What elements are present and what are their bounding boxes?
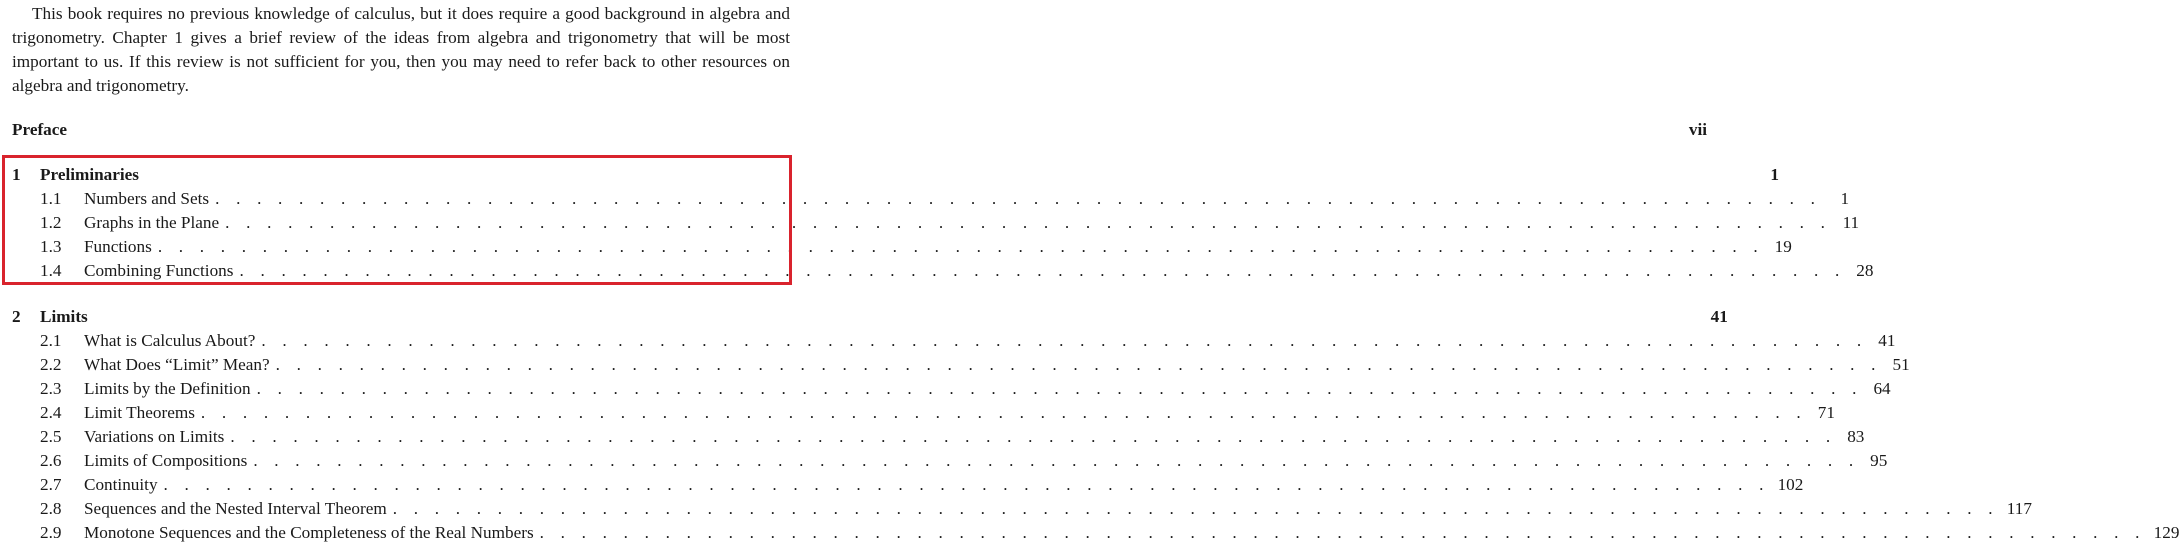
toc-page-number: 41 bbox=[1878, 331, 1896, 350]
section-number: 1.1 bbox=[40, 189, 62, 208]
toc-page-number: 64 bbox=[1873, 379, 1891, 398]
toc-leader: . . . . . . . . . . . . . . . . . . . . . . . . . . . . . . . . . . . . . . . . . . . . . . . . . . . . . . . . . . . . . . . . . . . . . . . . . . . . . bbox=[275, 355, 1882, 374]
section-number: 2.1 bbox=[40, 331, 62, 350]
toc-leader: . . . . . . . . . . . . . . . . . . . . . . . . . . . . . . . . . . . . . . . . . . . . . . . . . . . . . . . . . . . . . . . . . . . . . . . . . . . . . bbox=[215, 189, 1822, 208]
section-title: Functions bbox=[84, 237, 152, 256]
section-title: What Does “Limit” Mean? bbox=[84, 355, 270, 374]
toc-entry-preface[interactable] bbox=[12, 118, 1708, 142]
section-title: Numbers and Sets bbox=[84, 189, 210, 208]
chapter-number: 2 bbox=[12, 307, 21, 326]
toc-leader: . . . . . . . . . . . . . . . . . . . . . . . . . . . . . . . . . . . . . . . . . . . . . . . . . . . . . . . . . . . . . . . . . . . . . . . . . . . . . bbox=[253, 451, 1860, 470]
section-title: Limits by the Definition bbox=[84, 379, 251, 398]
toc-leader: . . . . . . . . . . . . . . . . . . . . . . . . . . . . . . . . . . . . . . . . . . . . . . . . . . . . . . . . . . . . . . . . . . . . . . . . . . . . . bbox=[225, 213, 1832, 232]
toc-page-number: 83 bbox=[1847, 427, 1865, 446]
toc-leader: . . . . . . . . . . . . . . . . . . . . . . . . . . . . . . . . . . . . . . . . . . . . . . . . . . . . . . . . . . . . . . . . . . . . . . . . . . . . . bbox=[157, 237, 1764, 256]
section-title: Graphs in the Plane bbox=[84, 213, 220, 232]
section-number: 1.3 bbox=[40, 237, 62, 256]
toc-page-number: 71 bbox=[1817, 403, 1835, 422]
toc-section-2-2[interactable] bbox=[12, 353, 1910, 377]
section-number: 2.7 bbox=[40, 475, 62, 494]
toc-page-number: 129 bbox=[2153, 523, 2179, 542]
toc-page-number: 1 bbox=[1840, 189, 1850, 208]
chapter-number: 1 bbox=[12, 165, 21, 184]
toc-section-2-1[interactable] bbox=[12, 329, 1896, 353]
chapter-title: Preliminaries bbox=[40, 165, 139, 184]
section-title: Limit Theorems bbox=[84, 403, 195, 422]
toc-leader: . . . . . . . . . . . . . . . . . . . . . . . . . . . . . . . . . . . . . . . . . . . . . . . . . . . . . . . . . . . . . . . . . . . . . . . . . . . . . bbox=[539, 523, 2146, 542]
section-number: 2.5 bbox=[40, 427, 62, 446]
toc-chapter-1[interactable] bbox=[12, 163, 1779, 187]
toc-section-2-5[interactable] bbox=[12, 425, 1865, 449]
toc-page-number: 11 bbox=[1842, 213, 1860, 232]
section-number: 2.2 bbox=[40, 355, 62, 374]
toc-page-number: 102 bbox=[1777, 475, 1804, 494]
chapter-title: Limits bbox=[40, 307, 88, 326]
toc-leader: . . . . . . . . . . . . . . . . . . . . . . . . . . . . . . . . . . . . . . . . . . . . . . . . . . . . . . . . . . . . . . . . . . . . . . . . . . . . . bbox=[256, 379, 1863, 398]
section-title: Sequences and the Nested Interval Theorem bbox=[84, 499, 387, 518]
section-number: 2.8 bbox=[40, 499, 62, 518]
intro-paragraph: This book requires no previous knowledge of calculus, but it does require a good background in algebra and trigonometry. Chapter 1 gives a brief review of the ideas from algebra and trigonometry that will be most important to us. If this review is not sufficient for you, then you may need to refer back to other resources on algebra and trigonometry. bbox=[12, 4, 790, 95]
toc-entry-title: Preface bbox=[12, 120, 68, 139]
toc-section-2-7[interactable] bbox=[12, 473, 1804, 497]
toc-section-1-4[interactable] bbox=[12, 259, 1874, 283]
section-title: Variations on Limits bbox=[84, 427, 225, 446]
section-number: 1.4 bbox=[40, 261, 62, 280]
section-number: 2.6 bbox=[40, 451, 62, 470]
toc-page-number: 51 bbox=[1892, 355, 1910, 374]
toc-section-2-8[interactable] bbox=[12, 497, 2032, 521]
toc-page-number: 95 bbox=[1870, 451, 1888, 470]
toc-leader: . . . . . . . . . . . . . . . . . . . . . . . . . . . . . . . . . . . . . . . . . . . . . . . . . . . . . . . . . . . . . . . . . . . . . . . . . . . . . bbox=[239, 261, 1846, 280]
section-title: Monotone Sequences and the Completeness of the Real Numbers bbox=[84, 523, 534, 542]
toc-section-2-3[interactable] bbox=[12, 377, 1891, 401]
toc-page-number: 28 bbox=[1856, 261, 1874, 280]
toc-page-number: vii bbox=[1688, 120, 1708, 139]
toc-leader: . . . . . . . . . . . . . . . . . . . . . . . . . . . . . . . . . . . . . . . . . . . . . . . . . . . . . . . . . . . . . . . . . . . . . . . . . . . . . bbox=[230, 427, 1837, 446]
toc-chapter-2[interactable] bbox=[12, 305, 1728, 329]
toc-page-number: 41 bbox=[1710, 307, 1728, 326]
section-number: 2.3 bbox=[40, 379, 62, 398]
toc-page-number: 117 bbox=[2006, 499, 2032, 518]
toc-leader: . . . . . . . . . . . . . . . . . . . . . . . . . . . . . . . . . . . . . . . . . . . . . . . . . . . . . . . . . . . . . . . . . . . . . . . . . . . . . bbox=[200, 403, 1807, 422]
toc-section-1-3[interactable] bbox=[12, 235, 1792, 259]
section-title: Combining Functions bbox=[84, 261, 234, 280]
toc-section-1-2[interactable] bbox=[12, 211, 1860, 235]
toc-leader: . . . . . . . . . . . . . . . . . . . . . . . . . . . . . . . . . . . . . . . . . . . . . . . . . . . . . . . . . . . . . . . . . . . . . . . . . . . . . bbox=[163, 475, 1770, 494]
toc-section-2-6[interactable] bbox=[12, 449, 1888, 473]
toc-section-2-9[interactable] bbox=[12, 521, 2179, 545]
section-number: 1.2 bbox=[40, 213, 62, 232]
section-title: Limits of Compositions bbox=[84, 451, 248, 470]
toc-leader: . . . . . . . . . . . . . . . . . . . . . . . . . . . . . . . . . . . . . . . . . . . . . . . . . . . . . . . . . . . . . . . . . . . . . . . . . . . . . bbox=[392, 499, 1999, 518]
section-number: 2.9 bbox=[40, 523, 62, 542]
toc-leader: . . . . . . . . . . . . . . . . . . . . . . . . . . . . . . . . . . . . . . . . . . . . . . . . . . . . . . . . . . . . . . . . . . . . . . . . . . . . . bbox=[261, 331, 1868, 350]
section-title: What is Calculus About? bbox=[84, 331, 256, 350]
toc-page-number: 1 bbox=[1770, 165, 1779, 184]
toc-section-2-4[interactable] bbox=[12, 401, 1835, 425]
toc-section-1-1[interactable] bbox=[12, 187, 1850, 211]
section-number: 2.4 bbox=[40, 403, 62, 422]
toc-page-number: 19 bbox=[1774, 237, 1792, 256]
section-title: Continuity bbox=[84, 475, 158, 494]
